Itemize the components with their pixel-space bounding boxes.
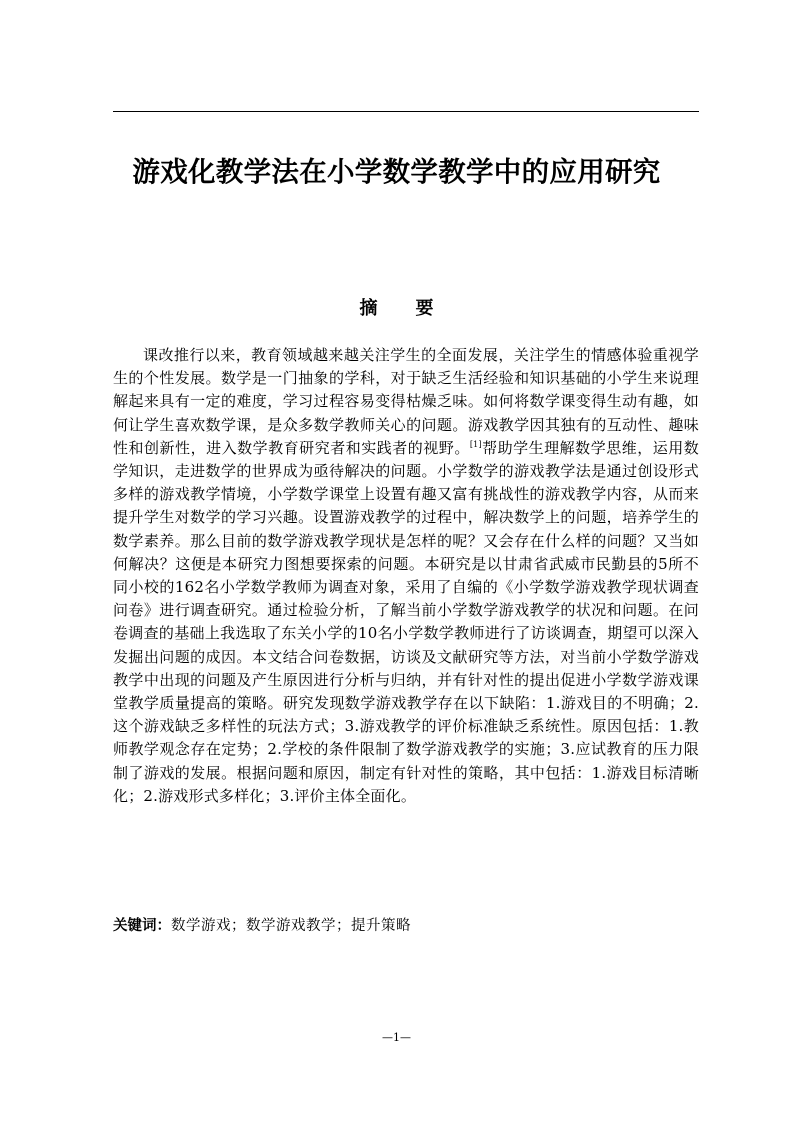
keywords-line bbox=[113, 914, 699, 938]
abstract-text-part2: 帮助学生理解数学思维，运用数学知识，走进数学的世界成为亟待解决的问题。小学数学的游戏教学法是通过创设形式多样的游戏教学情境，小学数学课堂上设置有趣又富有挑战性的游戏教学内容，从而来提升学生对数学的学习兴趣。设置游戏教学的过程中，解决数学上的问题，培养学生的数学素养。那么目前的数学游戏教学现状是怎样的呢？又会存在什么样的问题？又当如何解决？这便是本研究力图想要探索的问题。本研究是以甘肃省武威市民勤县的5所不同小校的162名小学数学教师为调查对象，采用了自编的《小学数学游戏教学现状调查问卷》进行调查研究。通过检验分析，了解当前小学数学游戏教学的状况和问题。在问卷调查的基础上我选取了东关小学的10名小学数学教师进行了访谈调查，期望可以深入发掘出问题的成因。本文结合问卷数据，访谈及文献研究等方法，对当前小学数学游戏教学中出现的问题及产生原因进行分析与归纳，并有针对性的提出促进小学数学游戏课堂教学质量提高的策略。研究发现数学游戏教学存在以下缺陷：1.游戏目的不明确；2.这个游戏缺乏多样性的玩法方式；3.游戏教学的评价标准缺乏系统性。原因包括：1.教师教学观念存在定势；2.学校的条件限制了数学游戏教学的实施；3.应试教育的压力限制了游戏的发展。根据问题和原因，制定有针对性的策略，其中包括：1.游戏目标清晰化；2.游戏形式多样化；3.评价主体全面化。 bbox=[113, 438, 699, 805]
abstract-text-part1: 课改推行以来，教育领域越来越关注学生的全面发展，关注学生的情感体验重视学生的个性发展。数学是一门抽象的学科，对于缺乏生活经验和知识基础的小学生来说理解起来具有一定的难度，学习过程容易变得枯燥乏味。如何将数学课变得生动有趣，如何让学生喜欢数学课，是众多数学教师关心的问题。游戏教学因其独有的互动性、趣味性和创新性，进入数学教育研究者和实践者的视野。 bbox=[113, 346, 699, 457]
keywords-text: 数学游戏；数学游戏教学；提升策略 bbox=[171, 918, 411, 934]
citation-marker[interactable]: [1] bbox=[469, 439, 482, 449]
page-number: —1— bbox=[382, 1031, 411, 1044]
keywords-label: 关键词： bbox=[113, 918, 171, 934]
abstract-body bbox=[113, 344, 699, 808]
abstract-heading: 摘要 bbox=[359, 298, 472, 319]
header-rule bbox=[113, 111, 699, 112]
document-title: 游戏化教学法在小学数学教学中的应用研究 bbox=[132, 156, 661, 188]
